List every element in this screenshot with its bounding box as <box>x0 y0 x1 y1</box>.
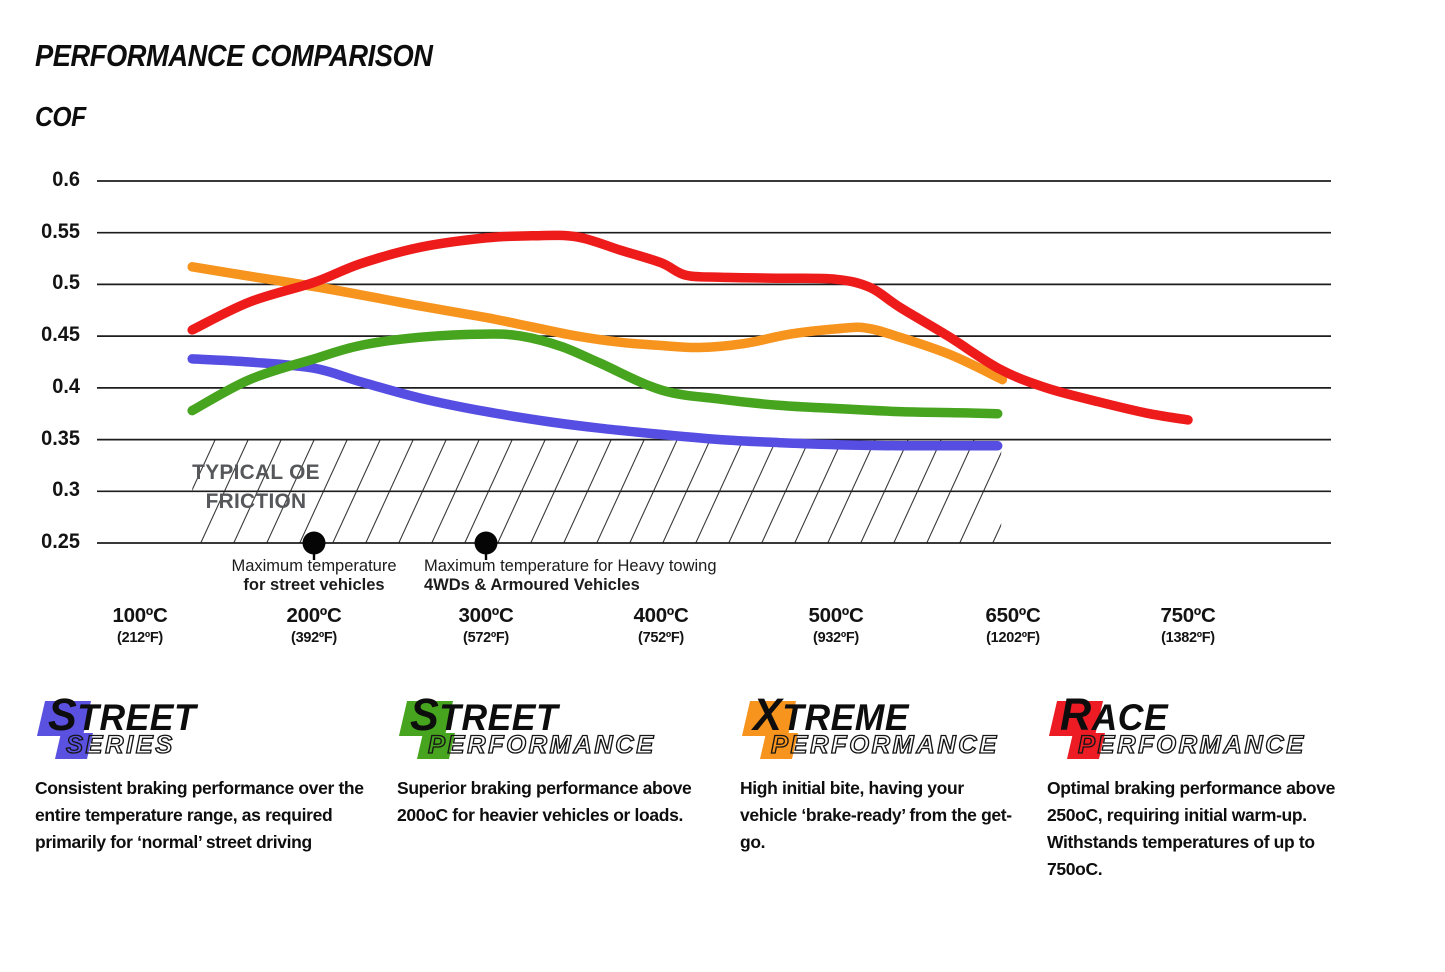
y-tick-label: 0.55 <box>41 219 80 243</box>
x-tick-fahrenheit: (212ºF) <box>117 630 163 646</box>
marker-note-line: 4WDs & Armoured Vehicles <box>424 575 640 594</box>
x-tick-label <box>596 604 726 646</box>
logo-word-secondary: PERFORMANCE <box>1078 731 1306 759</box>
oe-region-label-line: TYPICAL OE <box>192 460 320 484</box>
x-tick-celsius: 300ºC <box>458 604 514 627</box>
product-description: High initial bite, having your vehicle ‘brake-ready’ from the get-go. <box>740 778 1012 852</box>
street-series-logo <box>35 689 365 768</box>
x-tick-label <box>1123 604 1253 646</box>
y-tick-label: 0.45 <box>41 323 80 347</box>
x-tick-fahrenheit: (752ºF) <box>638 630 684 646</box>
series-line-street-series <box>192 359 998 446</box>
y-tick-label: 0.4 <box>52 374 80 398</box>
product-card-street-series <box>35 689 365 852</box>
y-tick-label: 0.25 <box>41 530 80 553</box>
x-tick-fahrenheit: (1382ºF) <box>1161 630 1215 646</box>
product-description: Superior braking performance above 200oC for heavier vehicles or loads. <box>397 778 692 825</box>
marker-note-line: Maximum temperature <box>231 557 397 575</box>
y-axis-title: COF <box>35 101 86 132</box>
logo-word-secondary: PERFORMANCE <box>428 731 656 759</box>
logo-first-letter: X <box>753 689 783 740</box>
logo-first-letter: S <box>48 689 78 740</box>
logo-word-rest: TREME <box>782 697 910 738</box>
product-description: Optimal braking performance above 250oC, requiring initial warm-up. Withstands temperatures of up to 750oC. <box>1047 778 1335 879</box>
oe-region-label <box>146 458 365 515</box>
x-tick-label <box>249 604 379 646</box>
marker-note-line: for street vehicles <box>243 575 385 594</box>
x-tick-celsius: 100ºC <box>112 604 168 627</box>
x-tick-fahrenheit: (392ºF) <box>291 630 337 646</box>
x-tick-celsius: 400ºC <box>633 604 689 627</box>
x-tick-label <box>75 604 205 646</box>
street-performance-logo <box>397 689 715 768</box>
y-tick-label: 0.35 <box>41 426 80 450</box>
product-description: Consistent braking performance over the entire temperature range, as required primarily for ‘normal’ street driving <box>35 778 364 852</box>
series-line-street-performance <box>192 334 998 414</box>
x-tick-celsius: 200ºC <box>286 604 342 627</box>
race-performance-logo <box>1047 689 1372 768</box>
logo-first-letter: R <box>1060 689 1092 740</box>
marker-note <box>204 557 424 594</box>
x-tick-label <box>948 604 1078 646</box>
logo-word-rest: ACE <box>1091 697 1169 738</box>
y-tick-label: 0.6 <box>52 168 80 191</box>
marker-note-line: Maximum temperature for Heavy towing <box>424 557 717 575</box>
x-tick-celsius: 500ºC <box>808 604 864 627</box>
y-tick-label: 0.3 <box>52 478 80 502</box>
x-tick-fahrenheit: (932ºF) <box>813 630 859 646</box>
x-tick-celsius: 750ºC <box>1160 604 1216 627</box>
product-card-xtreme-performance <box>740 689 1025 852</box>
product-card-street-performance <box>397 689 715 825</box>
x-tick-fahrenheit: (572ºF) <box>463 630 509 646</box>
logo-word-secondary: SERIES <box>66 731 175 759</box>
oe-region-label-line: FRICTION <box>205 488 307 513</box>
xtreme-performance-logo <box>740 689 1025 768</box>
x-tick-label <box>771 604 901 646</box>
marker-note <box>424 557 734 594</box>
page-title: PERFORMANCE COMPARISON <box>35 38 433 73</box>
y-tick-label: 0.5 <box>52 271 80 295</box>
x-tick-celsius: 650ºC <box>985 604 1041 627</box>
temp-marker-dot <box>303 532 326 555</box>
logo-word-rest: TREET <box>439 697 559 738</box>
temp-marker-dot <box>475 532 498 555</box>
logo-word-rest: TREET <box>77 697 197 738</box>
logo-first-letter: S <box>410 689 440 740</box>
x-tick-fahrenheit: (1202ºF) <box>986 630 1040 646</box>
x-tick-label <box>421 604 551 646</box>
logo-word-secondary: PERFORMANCE <box>771 731 999 759</box>
product-card-race-performance <box>1047 689 1372 879</box>
